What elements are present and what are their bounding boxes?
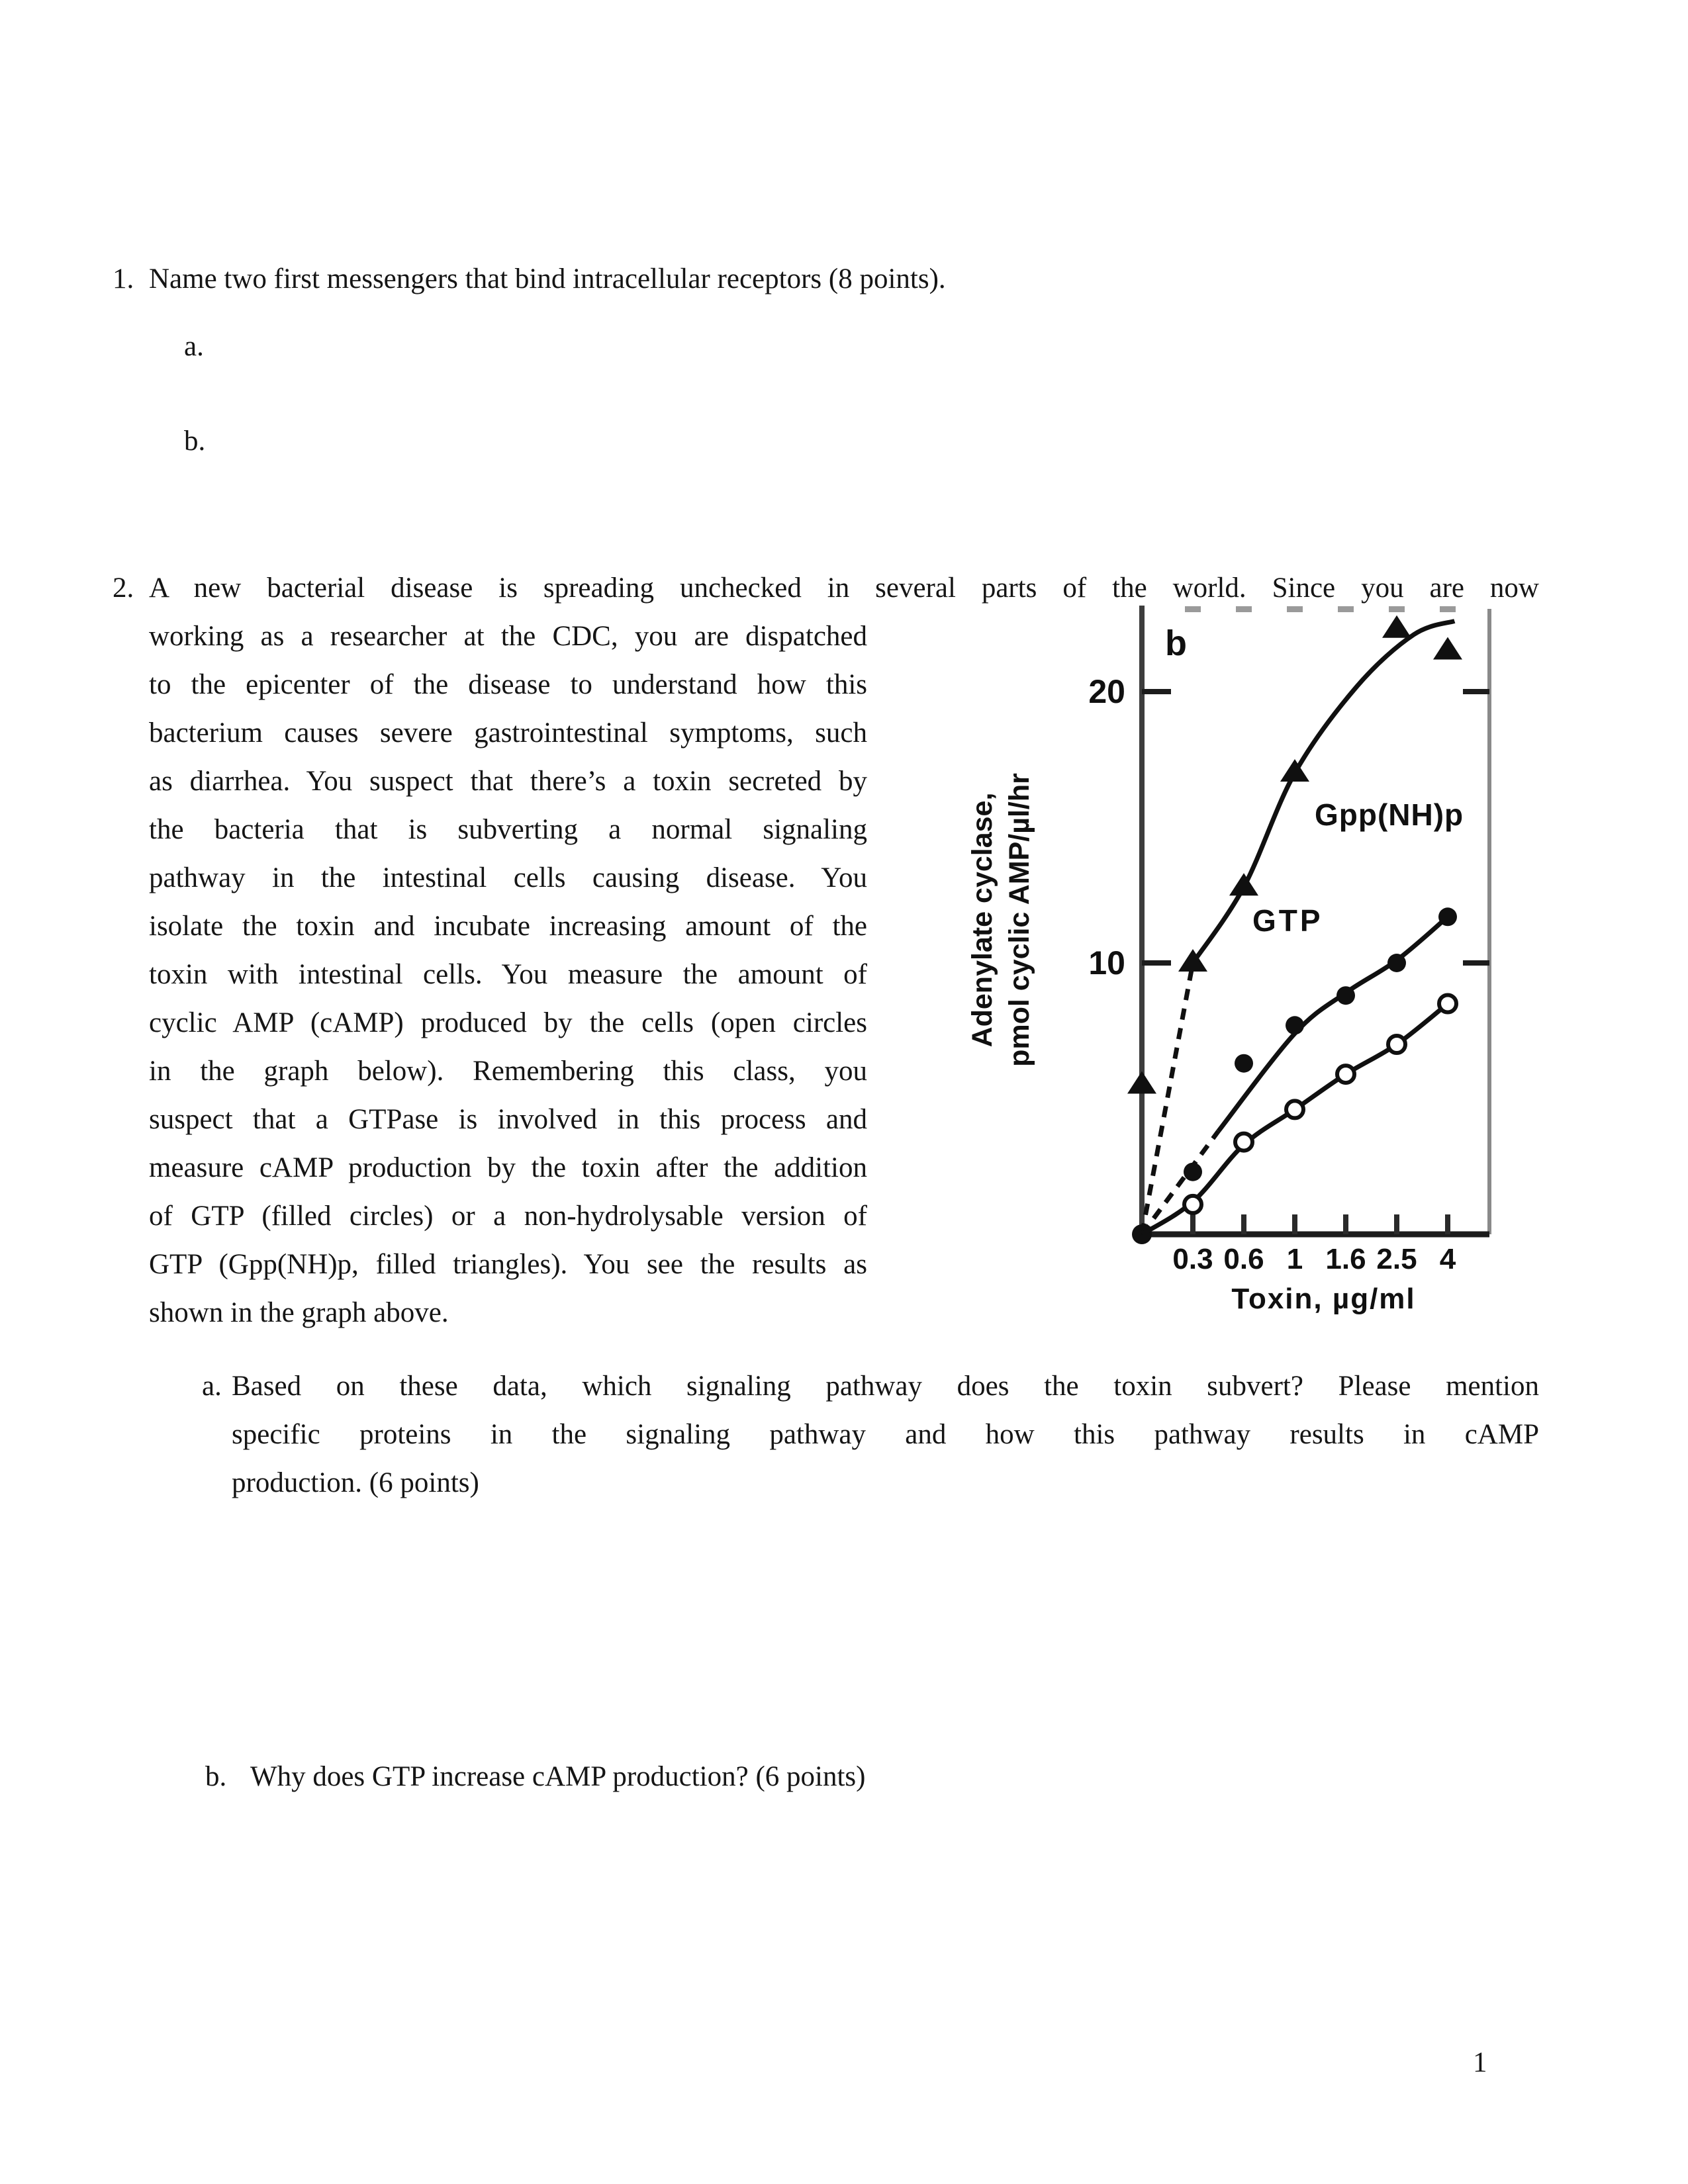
- q2-line: the bacteria that is subverting a normal signaling: [149, 814, 867, 845]
- q2-line: to the epicenter of the disease to understand how this: [149, 669, 867, 700]
- gpp-nh-p-series-dashed-line: [1142, 963, 1193, 1234]
- y-axis-label-line2: pmol cyclic AMP/µl/hr: [1004, 773, 1035, 1067]
- open-circle-marker: [1388, 1036, 1405, 1053]
- q2a-label: a.: [202, 1371, 222, 1402]
- page-number: 1: [1473, 2047, 1487, 2078]
- y-tick-label: 20: [1088, 673, 1125, 710]
- toxin-dose-response-figure: [947, 592, 1503, 1324]
- gtp-series-dashed-line: [1142, 1131, 1219, 1234]
- y-axis-label-line1: Adenylate cyclase,: [966, 792, 998, 1048]
- open-circle-marker: [1184, 1196, 1201, 1213]
- plot-top-dash: [1440, 606, 1456, 612]
- x-tick-label: 4: [1439, 1243, 1456, 1275]
- plot-top-dash: [1185, 606, 1201, 612]
- q2-line: measure cAMP production by the toxin after the addition: [149, 1152, 867, 1183]
- triangle-marker: [1127, 1071, 1156, 1094]
- gpp-nhp-series-label: Gpp(NH)p: [1315, 797, 1464, 832]
- q1-item-b-label: b.: [184, 426, 206, 457]
- x-axis-label: Toxin, µg/ml: [1231, 1283, 1416, 1315]
- q2-line: bacterium causes severe gastrointestinal symptoms, such: [149, 717, 867, 749]
- x-tick-label: 0.6: [1223, 1243, 1264, 1275]
- q1-item-a-label: a.: [184, 331, 204, 362]
- x-tick-label: 2.5: [1376, 1243, 1417, 1275]
- q2-line: in the graph below). Remembering this class, you: [149, 1056, 867, 1087]
- q2a-line: Based on these data, which signaling pathway does the toxin subvert? Please mention: [232, 1371, 1539, 1402]
- toxin-graph-svg: [947, 592, 1503, 1324]
- filled-circle-marker: [1184, 1163, 1202, 1181]
- q2-line: cyclic AMP (cAMP) produced by the cells (open circles: [149, 1007, 867, 1038]
- gtp-series-line: [1219, 917, 1448, 1131]
- q2-line: suspect that a GTPase is involved in this process and: [149, 1104, 867, 1135]
- triangle-marker: [1433, 637, 1462, 660]
- q2-line: pathway in the intestinal cells causing disease. You: [149, 862, 867, 893]
- gtp-series-label: GTP: [1252, 903, 1323, 938]
- q1-number: 1.: [113, 263, 134, 295]
- y-tick-label: 10: [1088, 944, 1125, 981]
- q1-text: Name two first messengers that bind intracellular receptors (8 points).: [149, 263, 946, 295]
- q2-line: working as a researcher at the CDC, you are dispatched: [149, 621, 867, 652]
- q2a-line: production. (6 points): [232, 1467, 479, 1498]
- q2-line: GTP (Gpp(NH)p, filled triangles). You see the results as: [149, 1249, 867, 1280]
- q2a-text: [232, 1362, 1539, 1507]
- plot-top-dash: [1236, 606, 1252, 612]
- q2-line: isolate the toxin and incubate increasing amount of the: [149, 911, 867, 942]
- filled-circle-marker: [1387, 954, 1406, 972]
- filled-circle-marker: [1235, 1054, 1253, 1073]
- filled-circle-marker: [1438, 907, 1457, 926]
- open-circle-marker: [1439, 995, 1456, 1013]
- q2-line: toxin with intestinal cells. You measure the amount of: [149, 959, 867, 990]
- q2b-text: Why does GTP increase cAMP production? (6 points): [250, 1761, 866, 1792]
- triangle-marker: [1280, 759, 1309, 782]
- q2-line: shown in the graph above.: [149, 1297, 449, 1328]
- q2-line: as diarrhea. You suspect that there’s a toxin secreted by: [149, 766, 867, 797]
- q2-line: A new bacterial disease is spreading unchecked in several parts of the world. Since you are now: [149, 572, 1539, 604]
- open-circle-marker: [1235, 1134, 1252, 1151]
- panel-label-b: b: [1165, 623, 1187, 663]
- q2a-line: specific proteins in the signaling pathway and how this pathway results in cAMP: [232, 1419, 1539, 1450]
- plot-top-dash: [1287, 606, 1303, 612]
- open-circle-marker: [1286, 1101, 1303, 1118]
- q2-number: 2.: [113, 572, 134, 604]
- open-circle-marker: [1337, 1066, 1354, 1083]
- filled-circle-marker: [1286, 1016, 1304, 1034]
- q2-line: of GTP (filled circles) or a non-hydrolysable version of: [149, 1201, 867, 1232]
- filled-circle-marker: [1336, 986, 1355, 1005]
- x-tick-label: 0.3: [1172, 1243, 1213, 1275]
- x-tick-label: 1.6: [1325, 1243, 1366, 1275]
- plot-top-dash: [1389, 606, 1405, 612]
- triangle-marker: [1229, 873, 1258, 895]
- gpp-nh-p-series-line: [1193, 621, 1454, 963]
- plot-top-dash: [1338, 606, 1354, 612]
- triangle-marker: [1382, 615, 1411, 638]
- x-tick-label: 1: [1286, 1243, 1303, 1275]
- q2b-label: b.: [205, 1761, 227, 1792]
